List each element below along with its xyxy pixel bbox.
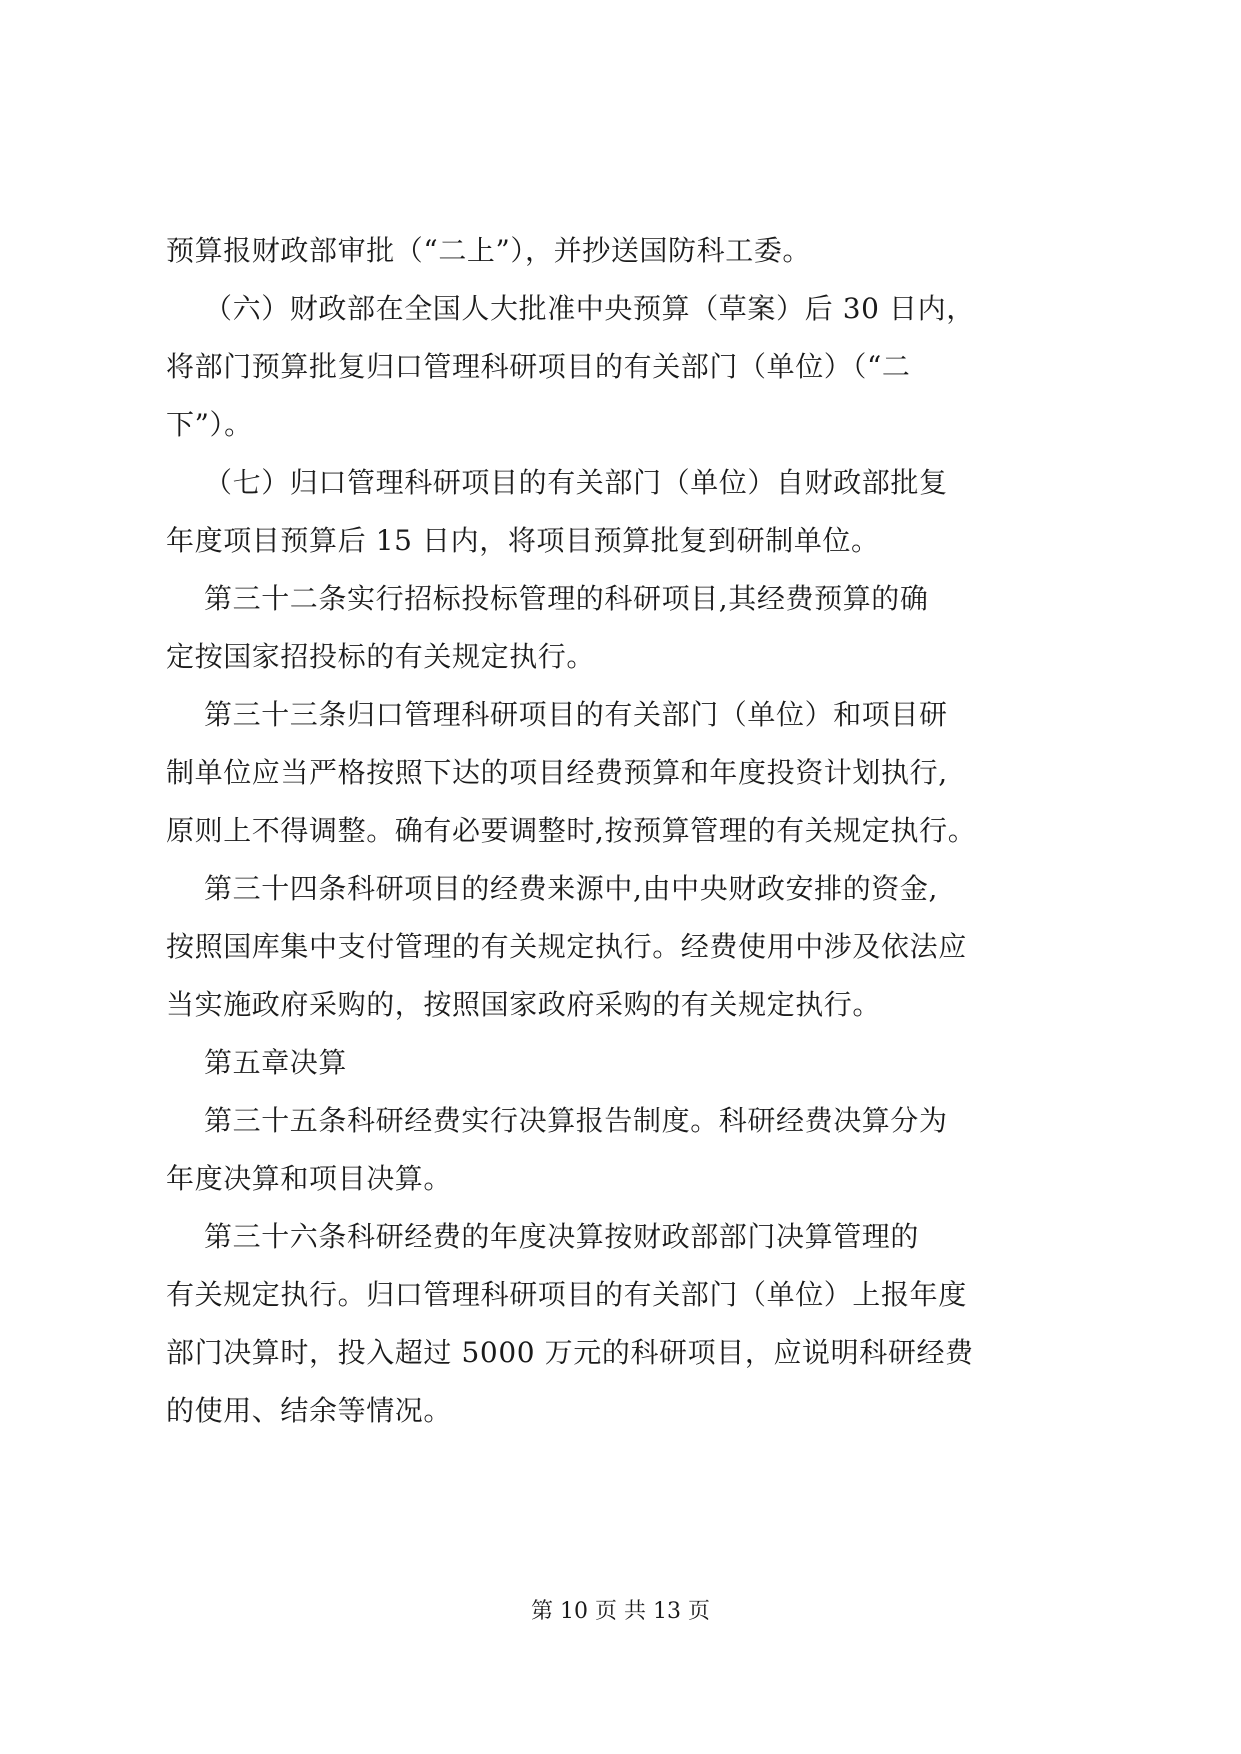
text-line: 有关规定执行。归口管理科研项目的有关部门（单位）上报年度	[166, 1278, 967, 1311]
body-text	[166, 222, 1083, 1440]
text-line: 当实施政府采购的，按照国家政府采购的有关规定执行。	[166, 988, 882, 1021]
text-line: （七）归口管理科研项目的有关部门（单位）自财政部批复	[166, 466, 948, 499]
text-line: 定按国家招投标的有关规定执行。	[166, 640, 596, 673]
text-line: 制单位应当严格按照下达的项目经费预算和年度投资计划执行,	[166, 756, 948, 789]
text-line: 下”）。	[166, 408, 253, 441]
text-line: 年度决算和项目决算。	[166, 1162, 453, 1195]
text-line: 第三十四条科研项目的经费来源中,由中央财政安排的资金,	[166, 872, 939, 905]
text-line: 第三十六条科研经费的年度决算按财政部部门决算管理的	[166, 1220, 920, 1253]
page-number-footer: 第 10 页 共 13 页	[531, 1599, 710, 1624]
text-line: 第三十五条科研经费实行决算报告制度。科研经费决算分为	[166, 1104, 948, 1137]
text-line: 按照国库集中支付管理的有关规定执行。经费使用中涉及依法应	[166, 930, 967, 963]
text-line: 的使用、结余等情况。	[166, 1394, 453, 1427]
text-line: 部门决算时，投入超过 5000 万元的科研项目，应说明科研经费	[166, 1336, 974, 1369]
text-line: 第三十二条实行招标投标管理的科研项目,其经费预算的确	[166, 582, 929, 615]
text-line: （六）财政部在全国人大批准中央预算（草案）后 30 日内，	[166, 292, 975, 325]
text-line: 原则上不得调整。确有必要调整时,按预算管理的有关规定执行。	[166, 814, 977, 847]
text-line: 第三十三条归口管理科研项目的有关部门（单位）和项目研	[166, 698, 948, 731]
text-line: 预算报财政部审批（“二上”），并抄送国防科工委。	[166, 234, 812, 267]
chapter-heading: 第五章决算	[166, 1046, 348, 1079]
text-line: 将部门预算批复归口管理科研项目的有关部门（单位）（“二	[166, 350, 911, 383]
text-line: 年度项目预算后 15 日内，将项目预算批复到研制单位。	[166, 524, 880, 557]
